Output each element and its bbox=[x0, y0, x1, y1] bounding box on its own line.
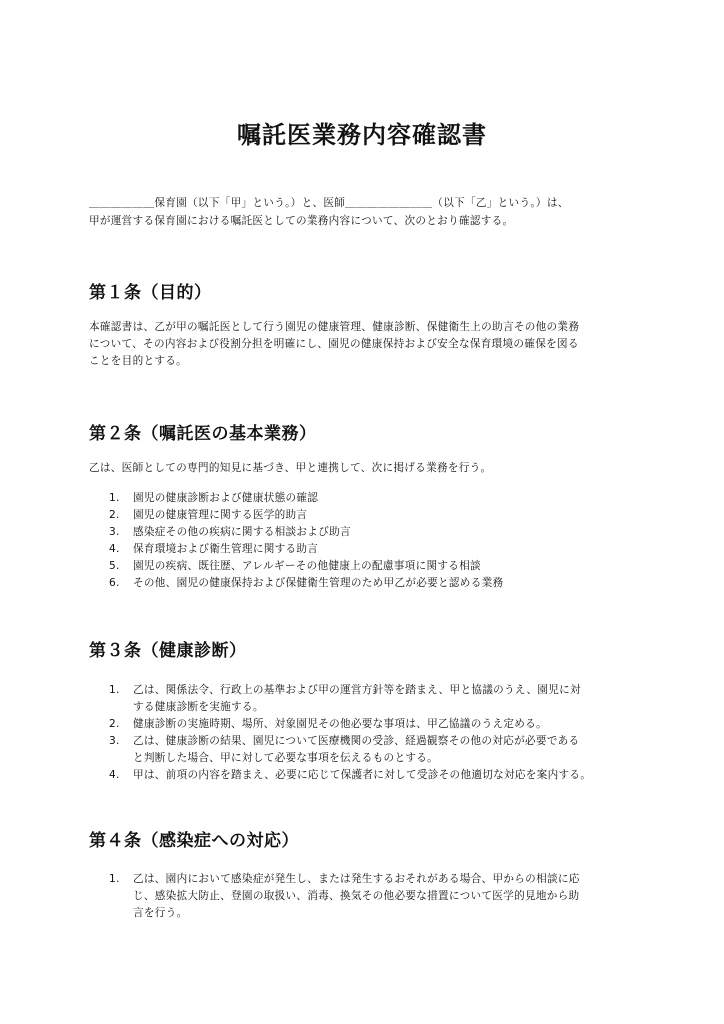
article-2-list bbox=[89, 490, 649, 592]
list-item-text: 乙は、園内において感染症が発生し、または発生するおそれがある場合、甲からの相談に応 bbox=[133, 873, 580, 885]
list-item-number: 1. bbox=[109, 873, 120, 885]
list-item-text: 甲は、前項の内容を踏まえ、必要に応じて保護者に対して受診その他適切な対応を案内する。 bbox=[133, 769, 592, 781]
list-item-number: 6. bbox=[109, 577, 120, 589]
intro-line: ＿＿＿＿＿＿保育園（以下「甲」という。）と、医師＿＿＿＿＿＿＿＿（以下「乙」という。）は、 bbox=[89, 197, 569, 209]
list-item bbox=[89, 524, 649, 541]
list-item-text: その他、園児の健康保持および保健衛生管理のため甲乙が必要と認める業務 bbox=[133, 577, 504, 589]
list-item-text: 乙は、関係法令、行政上の基準および甲の運営方針等を踏まえ、甲と協議のうえ、園児に対 bbox=[133, 684, 581, 696]
list-item-number: 3. bbox=[109, 526, 120, 538]
list-item-number: 5. bbox=[109, 560, 120, 572]
list-item-number: 4. bbox=[109, 543, 120, 555]
article-4-heading: 第４条（感染症への対応） bbox=[89, 831, 299, 851]
list-item bbox=[89, 871, 649, 922]
intro-paragraph bbox=[89, 194, 641, 230]
article-1-heading: 第１条（目的） bbox=[89, 283, 212, 303]
article-2-heading: 第２条（嘱託医の基本業務） bbox=[89, 424, 317, 444]
article-1-paragraph bbox=[89, 319, 641, 370]
article-4-list bbox=[89, 871, 649, 922]
list-item-number: 1. bbox=[109, 684, 120, 696]
article-3-heading: 第３条（健康診断） bbox=[89, 641, 247, 661]
list-item-text: 園児の疾病、既往歴、アレルギーその他健康上の配慮事項に関する相談 bbox=[133, 560, 481, 572]
list-item-number: 3. bbox=[109, 735, 120, 747]
list-item bbox=[89, 558, 649, 575]
list-item-text: 園児の健康管理に関する医学的助言 bbox=[133, 509, 308, 521]
paragraph-line: ことを目的とする。 bbox=[89, 355, 188, 367]
intro-line: 甲が運営する保育園における嘱託医としての業務内容について、次のとおり確認する。 bbox=[89, 215, 514, 227]
list-item-text: と判断した場合、甲に対して必要な事項を伝えるものとする。 bbox=[133, 752, 439, 764]
list-item-number: 4. bbox=[109, 769, 120, 781]
list-item-text: 園児の健康診断および健康状態の確認 bbox=[133, 492, 319, 504]
list-item bbox=[89, 716, 649, 733]
paragraph-line: 本確認書は、乙が甲の嘱託医として行う園児の健康管理、健康診断、保健衛生上の助言その他の業務 bbox=[89, 321, 580, 333]
list-item bbox=[89, 733, 649, 767]
list-item-number: 1. bbox=[109, 492, 120, 504]
list-item-text: 言を行う。 bbox=[133, 907, 188, 919]
document-title: 嘱託医業務内容確認書 bbox=[237, 121, 487, 149]
list-item-number: 2. bbox=[109, 509, 120, 521]
list-item bbox=[89, 682, 649, 716]
list-item bbox=[89, 541, 649, 558]
list-item bbox=[89, 575, 649, 592]
article-2-paragraph bbox=[89, 460, 641, 477]
list-item-number: 2. bbox=[109, 718, 120, 730]
list-item bbox=[89, 767, 649, 784]
list-item-text: する健康診断を実施する。 bbox=[133, 701, 264, 713]
list-item-text: 健康診断の実施時期、場所、対象園児その他必要な事項は、甲乙協議のうえ定める。 bbox=[133, 718, 547, 730]
list-item-text: 感染症その他の疾病に関する相談および助言 bbox=[133, 526, 351, 538]
article-3-list bbox=[89, 682, 649, 784]
list-item bbox=[89, 507, 649, 524]
list-item-text: 保育環境および衛生管理に関する助言 bbox=[133, 543, 319, 555]
paragraph-line: について、その内容および役割分担を明確にし、園児の健康保持および安全な保育環境の確保を図る bbox=[89, 338, 579, 350]
list-item-text: 乙は、健康診断の結果、園児について医療機関の受診、経過観察その他の対応が必要である bbox=[133, 735, 580, 747]
paragraph-line: 乙は、医師としての専門的知見に基づき、甲と連携して、次に掲げる業務を行う。 bbox=[89, 462, 492, 474]
list-item-text: じ、感染拡大防止、登園の取扱い、消毒、換気その他必要な措置について医学的見地から助 bbox=[133, 890, 580, 902]
list-item bbox=[89, 490, 649, 507]
